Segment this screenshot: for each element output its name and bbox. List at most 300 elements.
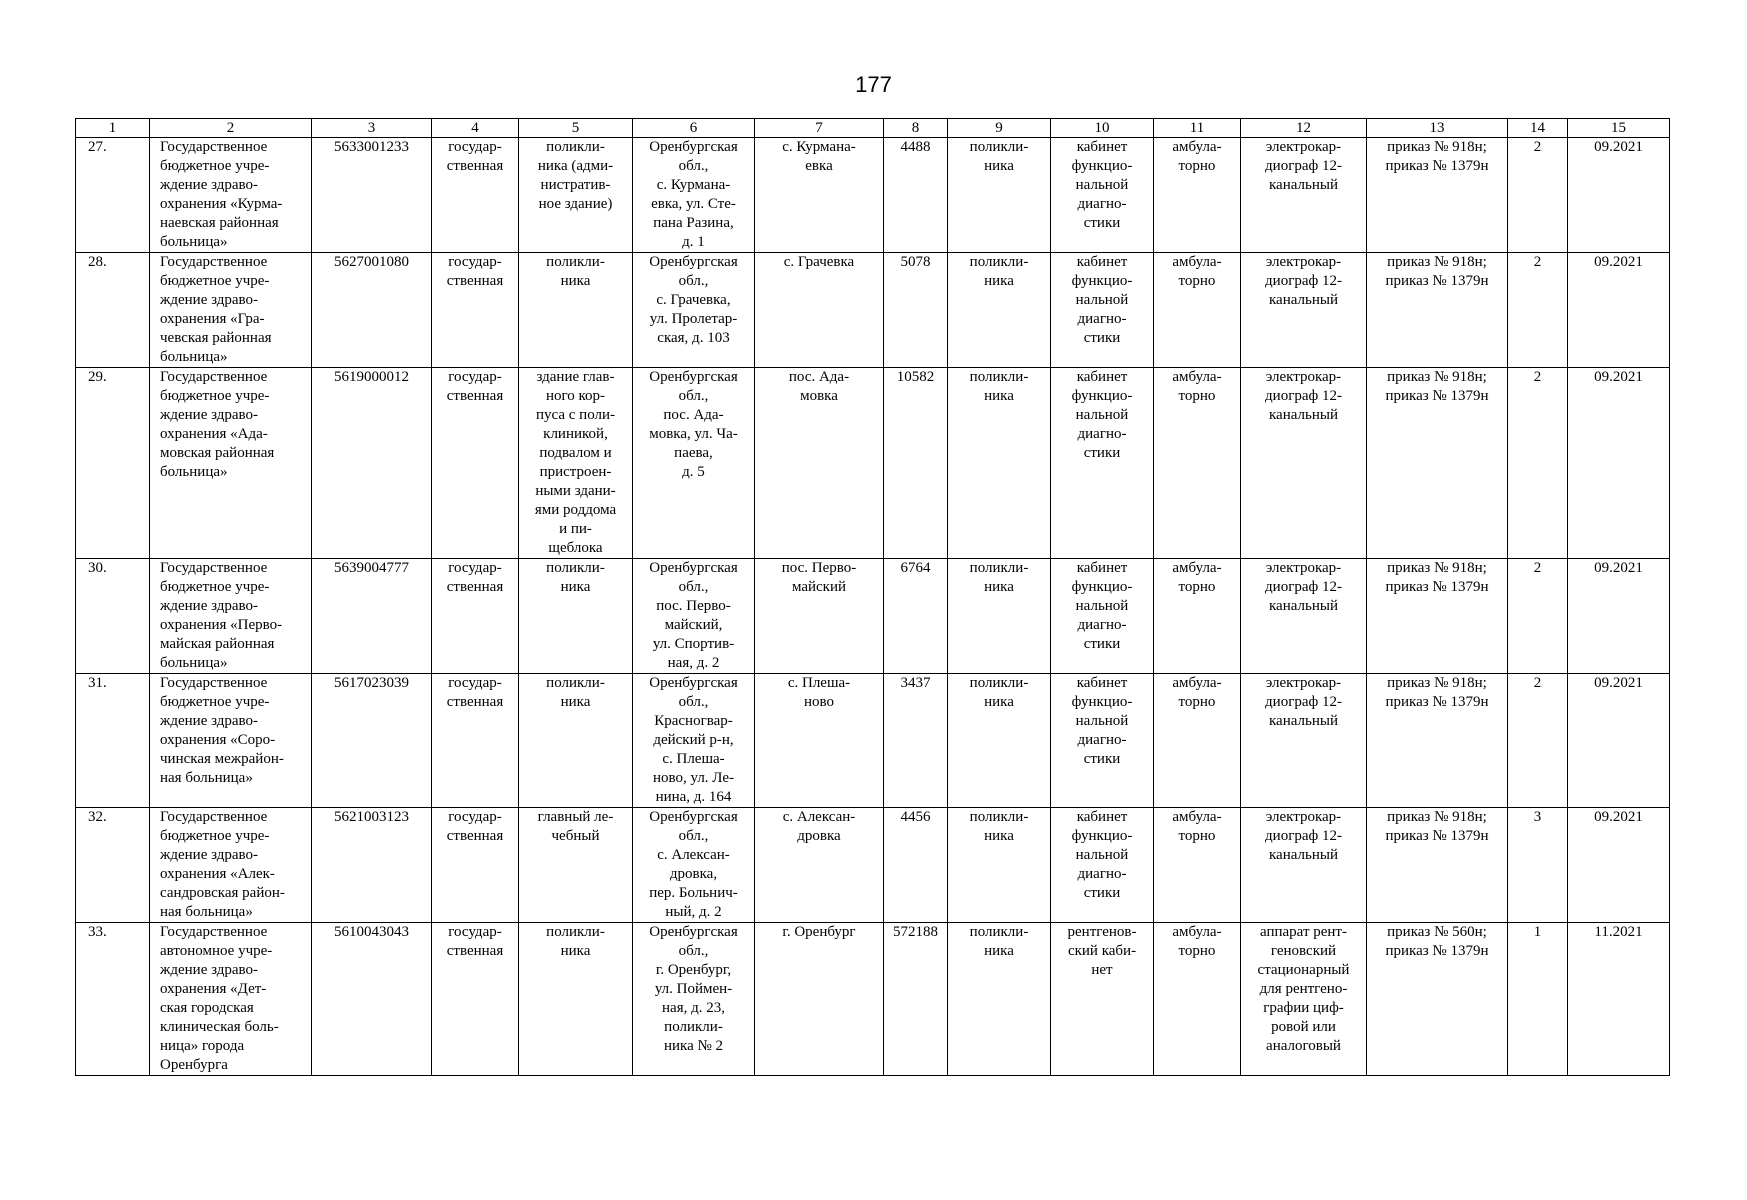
- column-number-12: 12: [1241, 119, 1367, 138]
- cell-building-line: щеблока: [548, 540, 603, 556]
- cell-order-line: приказ № 918н;: [1387, 560, 1487, 576]
- cell-organization-line: Государственное: [160, 254, 268, 270]
- cell-organization-line: ская городская: [160, 1000, 254, 1016]
- cell-facility-type-line: поликли-: [969, 139, 1029, 155]
- cell-address-line: обл.,: [678, 828, 709, 844]
- cell-organization-line: бюджетное учре-: [160, 273, 270, 289]
- cell-locality-line: г. Оренбург: [782, 924, 856, 940]
- cell-building-line: ника: [560, 943, 591, 959]
- cell-care-mode-line: торно: [1178, 694, 1216, 710]
- cell-facility-type-line: ника: [984, 273, 1014, 289]
- cell-population: 3437: [884, 674, 948, 808]
- cell-address-line: обл.,: [678, 943, 709, 959]
- cell-equipment-line: аппарат рент-: [1260, 924, 1347, 940]
- cell-address-line: с. Грачевка,: [656, 292, 731, 308]
- cell-organization-line: бюджетное учре-: [160, 828, 270, 844]
- cell-care-mode-line: торно: [1178, 273, 1216, 289]
- cell-equipment: [1241, 674, 1367, 808]
- cell-locality-line: с. Алексан-: [782, 809, 856, 825]
- cell-quantity: 1: [1508, 923, 1568, 1076]
- cell-organization-line: автономное учре-: [160, 943, 273, 959]
- cell-equipment-line: для рентгено-: [1259, 981, 1348, 997]
- cell-organization-line: Государственное: [160, 924, 268, 940]
- cell-address-line: нина, д. 164: [655, 789, 732, 805]
- column-number-4: 4: [432, 119, 519, 138]
- cell-address-line: Оренбургская: [649, 809, 738, 825]
- table-row: [76, 923, 1670, 1076]
- cell-address-line: Оренбургская: [649, 560, 738, 576]
- cell-care-mode-line: амбула-: [1172, 809, 1222, 825]
- cell-unit: [1051, 138, 1154, 253]
- cell-facility-type-line: поликли-: [969, 560, 1029, 576]
- cell-organization-line: ждение здраво-: [160, 847, 259, 863]
- cell-care-mode: [1154, 559, 1241, 674]
- cell-population: 5078: [884, 253, 948, 368]
- cell-equipment-line: геновский: [1270, 943, 1337, 959]
- cell-row-number: 31.: [76, 674, 150, 808]
- cell-population: 572188: [884, 923, 948, 1076]
- cell-organization-line: больница»: [160, 464, 228, 480]
- cell-unit-line: диагно-: [1077, 732, 1127, 748]
- cell-facility-type: [948, 253, 1051, 368]
- cell-care-mode: [1154, 368, 1241, 559]
- cell-order-line: приказ № 918н;: [1387, 675, 1487, 691]
- cell-equipment: [1241, 559, 1367, 674]
- cell-unit-line: нальной: [1075, 598, 1129, 614]
- cell-inn: 5610043043: [312, 923, 432, 1076]
- cell-organization-line: охранения «Перво-: [160, 617, 283, 633]
- cell-address: [633, 923, 755, 1076]
- cell-address-line: паева,: [674, 445, 713, 461]
- cell-date: 09.2021: [1568, 253, 1670, 368]
- cell-care-mode-line: торно: [1178, 828, 1216, 844]
- cell-order: [1367, 253, 1508, 368]
- cell-order-line: приказ № 1379н: [1385, 158, 1489, 174]
- cell-equipment-line: канальный: [1269, 713, 1338, 729]
- cell-date: 11.2021: [1568, 923, 1670, 1076]
- cell-order: [1367, 559, 1508, 674]
- cell-facility-type-line: ника: [984, 828, 1014, 844]
- cell-unit-line: кабинет: [1076, 809, 1128, 825]
- cell-equipment-line: графии циф-: [1263, 1000, 1344, 1016]
- cell-address-line: Оренбургская: [649, 675, 738, 691]
- cell-organization-line: чинская межрайон-: [160, 751, 284, 767]
- table-row: [76, 253, 1670, 368]
- cell-date: 09.2021: [1568, 559, 1670, 674]
- cell-building-line: и пи-: [559, 521, 592, 537]
- cell-organization-line: охранения «Курма-: [160, 196, 283, 212]
- cell-address: [633, 253, 755, 368]
- cell-care-mode-line: амбула-: [1172, 675, 1222, 691]
- cell-address-line: дейский р-н,: [653, 732, 734, 748]
- cell-unit-line: диагно-: [1077, 866, 1127, 882]
- column-number-7: 7: [755, 119, 884, 138]
- cell-address: [633, 368, 755, 559]
- cell-locality: [755, 674, 884, 808]
- cell-unit-line: нальной: [1075, 177, 1129, 193]
- cell-population: 6764: [884, 559, 948, 674]
- cell-equipment-line: диограф 12-: [1265, 828, 1342, 844]
- cell-equipment-line: стационарный: [1257, 962, 1350, 978]
- cell-row-number: 33.: [76, 923, 150, 1076]
- cell-equipment-line: электрокар-: [1265, 809, 1342, 825]
- cell-building-line: ника: [560, 579, 591, 595]
- cell-care-mode: [1154, 923, 1241, 1076]
- cell-building: [519, 138, 633, 253]
- cell-unit-line: диагно-: [1077, 426, 1127, 442]
- cell-unit-line: нет: [1091, 962, 1113, 978]
- cell-organization-line: охранения «Ада-: [160, 426, 268, 442]
- cell-address-line: мовка, ул. Ча-: [649, 426, 738, 442]
- cell-building-line: поликли-: [546, 560, 605, 576]
- cell-locality: [755, 808, 884, 923]
- cell-ownership-form: [432, 138, 519, 253]
- cell-address-line: Оренбургская: [649, 139, 738, 155]
- cell-quantity: 2: [1508, 674, 1568, 808]
- cell-organization-line: ждение здраво-: [160, 292, 259, 308]
- cell-population: 10582: [884, 368, 948, 559]
- cell-organization-line: Государственное: [160, 369, 268, 385]
- cell-organization-line: ждение здраво-: [160, 177, 259, 193]
- cell-organization: [150, 559, 312, 674]
- cell-order: [1367, 368, 1508, 559]
- cell-address-line: Красногвар-: [654, 713, 733, 729]
- cell-quantity: 3: [1508, 808, 1568, 923]
- cell-ownership-form: [432, 368, 519, 559]
- cell-row-number: 30.: [76, 559, 150, 674]
- cell-unit-line: нальной: [1075, 407, 1129, 423]
- cell-organization-line: майская районная: [160, 636, 275, 652]
- cell-locality: [755, 253, 884, 368]
- cell-organization-line: ждение здраво-: [160, 598, 259, 614]
- cell-building-line: пуса с поли-: [535, 407, 616, 423]
- cell-order-line: приказ № 918н;: [1387, 254, 1487, 270]
- cell-unit-line: кабинет: [1076, 254, 1128, 270]
- column-number-15: 15: [1568, 119, 1670, 138]
- cell-equipment-line: диограф 12-: [1265, 158, 1342, 174]
- cell-building-line: клиникой,: [543, 426, 608, 442]
- cell-order-line: приказ № 918н;: [1387, 139, 1487, 155]
- cell-building: [519, 559, 633, 674]
- cell-address-line: обл.,: [678, 579, 709, 595]
- cell-date: 09.2021: [1568, 368, 1670, 559]
- table-row: [76, 138, 1670, 253]
- cell-unit-line: кабинет: [1076, 560, 1128, 576]
- cell-building-line: поликли-: [546, 924, 605, 940]
- cell-unit-line: стики: [1083, 215, 1121, 231]
- cell-order-line: приказ № 1379н: [1385, 828, 1489, 844]
- cell-facility-type-line: поликли-: [969, 924, 1029, 940]
- cell-inn: 5619000012: [312, 368, 432, 559]
- cell-ownership-form: [432, 808, 519, 923]
- cell-unit-line: кабинет: [1076, 675, 1128, 691]
- cell-unit-line: кабинет: [1076, 369, 1128, 385]
- cell-address-line: г. Оренбург,: [655, 962, 732, 978]
- cell-order-line: приказ № 1379н: [1385, 579, 1489, 595]
- cell-equipment-line: аналоговый: [1266, 1038, 1341, 1054]
- cell-care-mode-line: амбула-: [1172, 254, 1222, 270]
- cell-facility-type-line: ника: [984, 579, 1014, 595]
- cell-date: 09.2021: [1568, 808, 1670, 923]
- cell-address-line: ная, д. 2: [667, 655, 720, 671]
- registry-table: [75, 118, 1670, 1076]
- cell-quantity: 2: [1508, 559, 1568, 674]
- cell-ownership-form: [432, 923, 519, 1076]
- cell-unit-line: функцио-: [1071, 273, 1133, 289]
- cell-equipment-line: электрокар-: [1265, 139, 1342, 155]
- cell-ownership-form-line: ственная: [446, 694, 504, 710]
- cell-unit-line: нальной: [1075, 292, 1129, 308]
- cell-locality: [755, 559, 884, 674]
- cell-ownership-form-line: ственная: [446, 943, 504, 959]
- cell-inn: 5639004777: [312, 559, 432, 674]
- cell-inn: 5617023039: [312, 674, 432, 808]
- cell-population: 4488: [884, 138, 948, 253]
- cell-organization-line: сандровская район-: [160, 885, 285, 901]
- cell-address-line: ная, д. 23,: [662, 1000, 725, 1016]
- column-number-11: 11: [1154, 119, 1241, 138]
- cell-facility-type: [948, 559, 1051, 674]
- cell-address-line: поликли-: [664, 1019, 723, 1035]
- cell-address-line: с. Плеша-: [662, 751, 725, 767]
- column-number-row: [76, 119, 1670, 138]
- cell-ownership-form-line: государ-: [448, 675, 502, 691]
- cell-address-line: дровка,: [669, 866, 718, 882]
- cell-equipment-line: диограф 12-: [1265, 694, 1342, 710]
- cell-organization: [150, 253, 312, 368]
- column-number-9: 9: [948, 119, 1051, 138]
- cell-locality-line: пос. Перво-: [781, 560, 857, 576]
- cell-equipment: [1241, 808, 1367, 923]
- cell-ownership-form-line: государ-: [448, 139, 502, 155]
- cell-unit: [1051, 674, 1154, 808]
- cell-building-line: поликли-: [546, 675, 605, 691]
- cell-address: [633, 674, 755, 808]
- cell-organization-line: Государственное: [160, 139, 268, 155]
- cell-address-line: Оренбургская: [649, 924, 738, 940]
- cell-unit-line: стики: [1083, 636, 1121, 652]
- cell-organization-line: ждение здраво-: [160, 713, 259, 729]
- column-number-1: 1: [76, 119, 150, 138]
- cell-row-number: 28.: [76, 253, 150, 368]
- cell-address-line: ская, д. 103: [657, 330, 730, 346]
- cell-building-line: ное здание): [538, 196, 613, 212]
- cell-address-line: ул. Поймен-: [654, 981, 733, 997]
- cell-order-line: приказ № 1379н: [1385, 388, 1489, 404]
- cell-ownership-form-line: ственная: [446, 158, 504, 174]
- cell-ownership-form-line: государ-: [448, 560, 502, 576]
- cell-facility-type: [948, 923, 1051, 1076]
- cell-locality: [755, 923, 884, 1076]
- cell-equipment-line: электрокар-: [1265, 254, 1342, 270]
- cell-organization-line: бюджетное учре-: [160, 694, 270, 710]
- cell-care-mode: [1154, 674, 1241, 808]
- cell-equipment-line: диограф 12-: [1265, 388, 1342, 404]
- table-header: [76, 119, 1670, 138]
- cell-ownership-form-line: государ-: [448, 924, 502, 940]
- cell-address-line: Оренбургская: [649, 369, 738, 385]
- cell-organization-line: Оренбурга: [160, 1057, 228, 1073]
- cell-date: 09.2021: [1568, 674, 1670, 808]
- cell-organization-line: бюджетное учре-: [160, 158, 270, 174]
- cell-unit-line: ский каби-: [1067, 943, 1137, 959]
- cell-locality-line: с. Плеша-: [787, 675, 851, 691]
- cell-organization-line: клиническая боль-: [160, 1019, 279, 1035]
- cell-building-line: подвалом и: [539, 445, 612, 461]
- cell-building-line: ника: [560, 694, 591, 710]
- page-number: 177: [855, 72, 892, 97]
- cell-address-line: д. 1: [682, 234, 705, 250]
- cell-building-line: главный ле-: [537, 809, 614, 825]
- cell-address-line: с. Алексан-: [657, 847, 730, 863]
- cell-facility-type-line: ника: [984, 694, 1014, 710]
- cell-address-line: д. 5: [682, 464, 705, 480]
- cell-locality-line: майский: [791, 579, 847, 595]
- cell-row-number: 32.: [76, 808, 150, 923]
- cell-facility-type-line: поликли-: [969, 809, 1029, 825]
- cell-ownership-form: [432, 674, 519, 808]
- cell-ownership-form-line: ственная: [446, 388, 504, 404]
- cell-care-mode-line: амбула-: [1172, 369, 1222, 385]
- cell-order: [1367, 808, 1508, 923]
- cell-equipment: [1241, 368, 1367, 559]
- cell-equipment-line: электрокар-: [1265, 369, 1342, 385]
- cell-order-line: приказ № 1379н: [1385, 694, 1489, 710]
- cell-ownership-form: [432, 253, 519, 368]
- cell-facility-type-line: поликли-: [969, 254, 1029, 270]
- cell-ownership-form-line: ственная: [446, 828, 504, 844]
- cell-care-mode-line: торно: [1178, 943, 1216, 959]
- cell-address-line: обл.,: [678, 694, 709, 710]
- cell-organization: [150, 923, 312, 1076]
- cell-building: [519, 674, 633, 808]
- table-body: [76, 138, 1670, 1076]
- cell-organization-line: ждение здраво-: [160, 407, 259, 423]
- cell-organization-line: больница»: [160, 234, 228, 250]
- cell-locality-line: с. Грачевка: [783, 254, 855, 270]
- cell-unit-line: стики: [1083, 445, 1121, 461]
- cell-building-line: поликли-: [546, 254, 605, 270]
- cell-building: [519, 808, 633, 923]
- cell-ownership-form-line: ственная: [446, 579, 504, 595]
- cell-ownership-form: [432, 559, 519, 674]
- cell-building: [519, 923, 633, 1076]
- cell-unit-line: функцио-: [1071, 158, 1133, 174]
- cell-address-line: ный, д. 2: [665, 904, 722, 920]
- cell-ownership-form-line: ственная: [446, 273, 504, 289]
- cell-unit-line: функцио-: [1071, 579, 1133, 595]
- cell-equipment-line: диограф 12-: [1265, 579, 1342, 595]
- cell-facility-type: [948, 138, 1051, 253]
- cell-unit: [1051, 368, 1154, 559]
- cell-facility-type-line: ника: [984, 388, 1014, 404]
- cell-organization-line: охранения «Соро-: [160, 732, 276, 748]
- cell-unit-line: стики: [1083, 330, 1121, 346]
- cell-building-line: поликли-: [546, 139, 605, 155]
- cell-facility-type: [948, 808, 1051, 923]
- cell-unit-line: кабинет: [1076, 139, 1128, 155]
- cell-unit-line: нальной: [1075, 847, 1129, 863]
- cell-organization-line: бюджетное учре-: [160, 579, 270, 595]
- cell-organization-line: ница» города: [160, 1038, 245, 1054]
- cell-order: [1367, 674, 1508, 808]
- cell-equipment: [1241, 138, 1367, 253]
- cell-facility-type-line: ника: [984, 158, 1014, 174]
- cell-organization-line: больница»: [160, 655, 228, 671]
- cell-care-mode-line: торно: [1178, 388, 1216, 404]
- cell-quantity: 2: [1508, 138, 1568, 253]
- cell-order: [1367, 923, 1508, 1076]
- cell-organization-line: больница»: [160, 349, 228, 365]
- cell-organization-line: мовская районная: [160, 445, 275, 461]
- cell-address: [633, 138, 755, 253]
- cell-locality-line: с. Курмана-: [782, 139, 856, 155]
- cell-row-number: 27.: [76, 138, 150, 253]
- cell-locality-line: дровка: [797, 828, 841, 844]
- column-number-6: 6: [633, 119, 755, 138]
- cell-equipment: [1241, 923, 1367, 1076]
- cell-order-line: приказ № 560н;: [1387, 924, 1487, 940]
- cell-equipment-line: диограф 12-: [1265, 273, 1342, 289]
- cell-ownership-form-line: государ-: [448, 369, 502, 385]
- cell-building-line: ника: [560, 273, 591, 289]
- cell-organization-line: охранения «Гра-: [160, 311, 265, 327]
- cell-facility-type: [948, 368, 1051, 559]
- cell-unit-line: стики: [1083, 751, 1121, 767]
- cell-organization-line: бюджетное учре-: [160, 388, 270, 404]
- cell-unit-line: нальной: [1075, 713, 1129, 729]
- cell-order-line: приказ № 918н;: [1387, 369, 1487, 385]
- cell-order-line: приказ № 918н;: [1387, 809, 1487, 825]
- cell-building-line: нистратив-: [540, 177, 611, 193]
- cell-quantity: 2: [1508, 368, 1568, 559]
- cell-organization: [150, 368, 312, 559]
- cell-care-mode-line: амбула-: [1172, 139, 1222, 155]
- cell-locality-line: пос. Ада-: [788, 369, 850, 385]
- cell-unit-line: функцио-: [1071, 828, 1133, 844]
- cell-equipment-line: канальный: [1269, 847, 1338, 863]
- table-row: [76, 674, 1670, 808]
- cell-organization-line: ная больница»: [160, 770, 253, 786]
- cell-order: [1367, 138, 1508, 253]
- cell-equipment-line: канальный: [1269, 292, 1338, 308]
- cell-equipment-line: ровой или: [1271, 1019, 1336, 1035]
- cell-care-mode-line: торно: [1178, 158, 1216, 174]
- column-number-13: 13: [1367, 119, 1508, 138]
- cell-quantity: 2: [1508, 253, 1568, 368]
- column-number-5: 5: [519, 119, 633, 138]
- cell-locality: [755, 368, 884, 559]
- cell-ownership-form-line: государ-: [448, 254, 502, 270]
- cell-care-mode-line: амбула-: [1172, 560, 1222, 576]
- cell-building-line: ного кор-: [545, 388, 606, 404]
- cell-equipment-line: канальный: [1269, 407, 1338, 423]
- cell-locality-line: ново: [803, 694, 834, 710]
- cell-address-line: обл.,: [678, 158, 709, 174]
- cell-care-mode: [1154, 253, 1241, 368]
- cell-address-line: ника № 2: [663, 1038, 724, 1054]
- cell-organization-line: Государственное: [160, 809, 268, 825]
- cell-care-mode: [1154, 808, 1241, 923]
- cell-equipment-line: канальный: [1269, 598, 1338, 614]
- cell-address-line: ул. Спортив-: [652, 636, 735, 652]
- table-row: [76, 368, 1670, 559]
- cell-row-number: 29.: [76, 368, 150, 559]
- cell-facility-type-line: ника: [984, 943, 1014, 959]
- table-row: [76, 559, 1670, 674]
- column-number-10: 10: [1051, 119, 1154, 138]
- cell-inn: 5627001080: [312, 253, 432, 368]
